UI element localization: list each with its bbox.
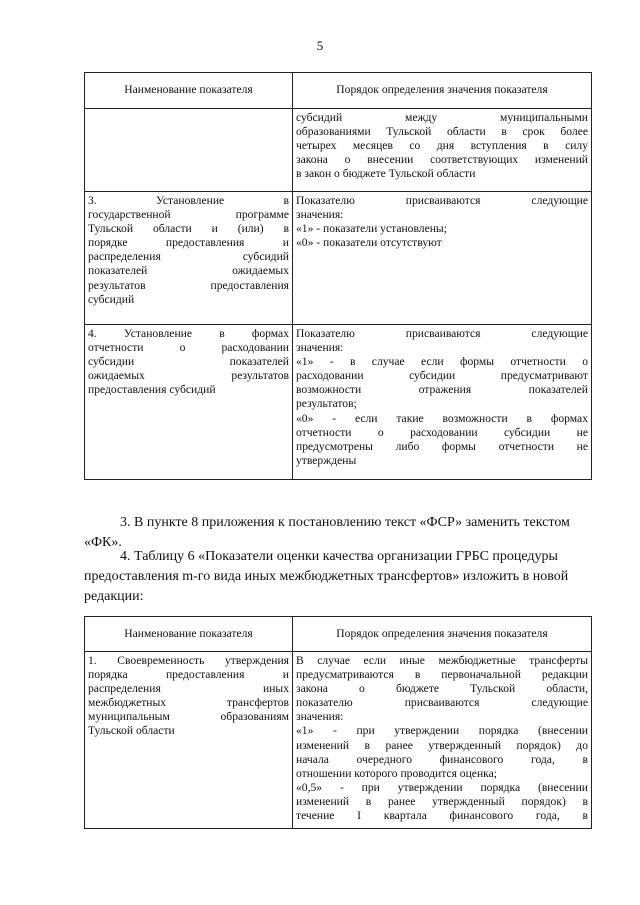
text-line: предоставления субсидий: [88, 383, 216, 397]
text-line: распределения иных: [88, 682, 289, 696]
header-value-order: Порядок определения значения показателя: [293, 73, 592, 109]
text-line: субсидии показателей: [88, 355, 289, 369]
indicator-name-cell: [85, 192, 293, 325]
text-line: показателю присваиваются следующие: [296, 696, 588, 710]
header-indicator-name: Наименование показателя: [85, 617, 293, 652]
text-line: государственной программе: [88, 208, 289, 222]
text-line: предусматриваются в первоначальной редакции: [296, 668, 588, 682]
text-line: начала очередного финансового года, в: [296, 752, 588, 766]
text-line: порядка предоставления и: [88, 668, 289, 682]
table-header-row: [85, 617, 592, 652]
text-line: в закон о бюджете Тульской области: [296, 167, 476, 181]
text-line: значения:: [296, 710, 344, 724]
text-line: распределения субсидий: [88, 250, 289, 264]
text-line: субсидий между муниципальными: [296, 111, 588, 124]
text-line: 4. Установление в формах: [88, 327, 289, 340]
page-number: 5: [316, 38, 324, 53]
text-line: В случае если иные межбюджетные трансферты: [296, 654, 588, 667]
text-line: межбюджетных трансфертов: [88, 696, 289, 710]
table-row: [85, 325, 592, 480]
text-line: значения:: [296, 341, 344, 355]
text-line: результатов предоставления: [88, 278, 289, 292]
text-line: Показателю присваиваются следующие: [296, 327, 588, 340]
table-row: [85, 652, 592, 829]
value-order-cell: [293, 652, 592, 829]
text-line: Тульской области и (или) в: [88, 222, 289, 236]
text-line: закона о бюджете Тульской области,: [296, 682, 588, 696]
text-line: закона о внесении соответствующих изменений: [296, 153, 588, 167]
text-line: «1» - показатели установлены;: [296, 222, 447, 236]
text-line: 3. Установление в: [88, 194, 289, 207]
indicators-table-1: [84, 72, 592, 480]
text-line: изменений в ранее утвержденный порядок) в: [296, 794, 588, 808]
table-row: [85, 109, 592, 192]
paragraph-3: 3. В пункте 8 приложения к постановлению текст «ФСР» заменить текстом «ФК».: [84, 515, 570, 550]
text-line: результатов;: [296, 397, 357, 411]
text-line: Тульской области: [88, 724, 175, 738]
text-line: четырех месяцев со дня вступления в силу: [296, 139, 588, 153]
text-line: «1» - при утверждении порядка (внесении: [296, 724, 588, 738]
text-line: Показателю присваиваются следующие: [296, 194, 588, 207]
value-order-cell: [293, 325, 592, 480]
indicators-table-6: [84, 616, 592, 829]
header-value-order: Порядок определения значения показателя: [293, 617, 592, 652]
text-line: расходовании субсидии предусматривают: [296, 369, 588, 383]
text-line: значения:: [296, 208, 344, 222]
text-line: ожидаемых результатов: [88, 369, 289, 383]
value-order-cell: [293, 192, 592, 325]
text-line: утверждены: [296, 453, 357, 467]
text-line: «0,5» - при утверждении порядка (внесении: [296, 780, 588, 794]
text-line: возможности отражения показателей: [296, 383, 588, 397]
header-indicator-name: Наименование показателя: [85, 73, 293, 109]
text-line: отношении которого проводится оценка;: [296, 766, 497, 780]
text-line: субсидий: [88, 292, 135, 306]
text-line: «0» - если такие возможности в формах: [296, 411, 588, 425]
indicator-name-cell: [85, 652, 293, 829]
text-line: отчетности о расходовании субсидии не: [296, 425, 588, 439]
paragraph-4: 4. Таблицу 6 «Показатели оценки качества организации ГРБС процедуры предоставления m-го вида иных межбюджетных трансфертов» изложить в новой редакции:: [84, 549, 569, 604]
text-line: «0» - показатели отсутствуют: [296, 236, 442, 250]
table-header-row: [85, 73, 592, 109]
text-line: муниципальным образованиям: [88, 710, 289, 724]
text-line: образованиями Тульской области в срок более: [296, 125, 588, 139]
text-line: порядке предоставления и: [88, 236, 289, 250]
text-line: предусмотрены либо формы отчетности не: [296, 439, 588, 453]
indicator-name-cell: [85, 325, 293, 480]
text-line: «1» - в случае если формы отчетности о: [296, 355, 588, 369]
text-line: показателей ожидаемых: [88, 264, 289, 278]
text-line: 1. Своевременность утверждения: [88, 654, 289, 667]
indicator-name-cell: [85, 109, 293, 192]
text-line: отчетности о расходовании: [88, 341, 289, 355]
value-order-cell: [293, 109, 592, 192]
table-row: [85, 192, 592, 325]
text-line: течение I квартала финансового года, в: [296, 809, 588, 823]
text-line: изменений в ранее утвержденный порядок) до: [296, 738, 588, 752]
